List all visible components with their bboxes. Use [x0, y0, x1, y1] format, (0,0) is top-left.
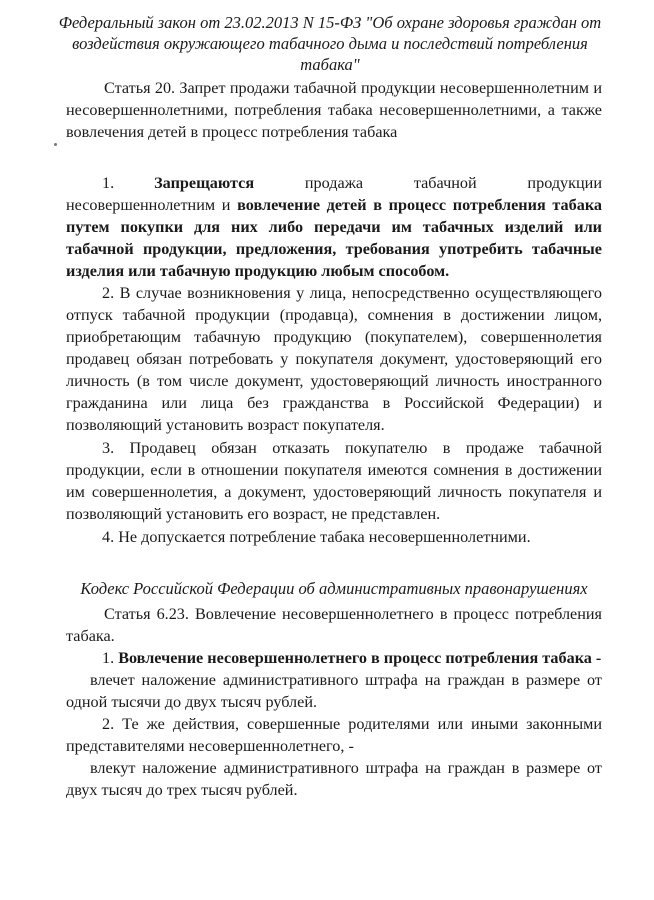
kodeks-paragraph-1-penalty: влечет наложение административного штрафа на граждан в размере от одной тысячи до двух тысяч рублей.	[66, 671, 602, 711]
kodeks-paragraph-1	[66, 647, 602, 669]
kodeks-paragraph-2: 2. Те же действия, совершенные родителями или иными законными представителями несовершеннолетнего, -	[66, 715, 602, 755]
law-paragraph-1-number: 1.	[102, 174, 115, 192]
law-paragraph-1	[66, 172, 602, 282]
law-paragraph-3: 3. Продавец обязан отказать покупателю в продаже табачной продукции, если в отношении покупателя имеются сомнения в достижении им совершеннолетия, а документ, удостоверяющий личность покупателя и позволяющий установить его возраст, не представлен.	[66, 439, 602, 523]
law-article-heading: Статья 20. Запрет продажи табачной продукции несовершеннолетним и несовершеннолетними, потребления табака несовершеннолетними, а также вовлечения детей в процесс потребления табака	[66, 79, 602, 141]
kodeks-article-heading: Статья 6.23. Вовлечение несовершеннолетнего в процесс потребления табака.	[66, 605, 602, 645]
law-paragraph-1-text-a: продажа табачной продукции несовершеннолетним и	[66, 174, 602, 214]
law-paragraph-4: 4. Не допускается потребление табака несовершеннолетними.	[102, 528, 531, 546]
law-paragraph-2: 2. В случае возникновения у лица, непосредственно осуществляющего отпуск табачной продукции (продавца), сомнения в достижении лицом, приобретающим табачную продукцию (покупателем), совершеннолетия продавец обязан потребовать у покупателя документ, удостоверяющий его личность (в том числе документ, удостоверяющий личность иностранного гражданина или лица без гражданства в Российской Федерации) и позволяющий установить возраст покупателя.	[66, 284, 602, 434]
law-paragraph-1-bold-a: Запрещаются	[154, 174, 255, 192]
law-title: Федеральный закон от 23.02.2013 N 15-ФЗ "Об охране здоровья граждан от воздействия окружающего табачного дыма и последствий потребления табака"	[58, 13, 602, 74]
law-paragraph-1-bold-b: вовлечение детей в процесс потребления табака путем покупки для них либо передачи им табачных изделий или табачной продукции, предложения, требования употребить табачные изделия или табачную продукцию любым способом.	[66, 196, 602, 280]
kodeks-paragraph-2-penalty: влекут наложение административного штрафа на граждан в размере от двух тысяч до трех тысяч рублей.	[66, 759, 602, 799]
kodeks-paragraph-1-bold: Вовлечение несовершеннолетнего в процесс потребления табака -	[118, 649, 602, 667]
scan-speck	[54, 143, 57, 146]
kodeks-paragraph-1-number: 1.	[102, 649, 119, 667]
kodeks-title: Кодекс Российской Федерации об административных правонарушениях	[80, 579, 588, 598]
